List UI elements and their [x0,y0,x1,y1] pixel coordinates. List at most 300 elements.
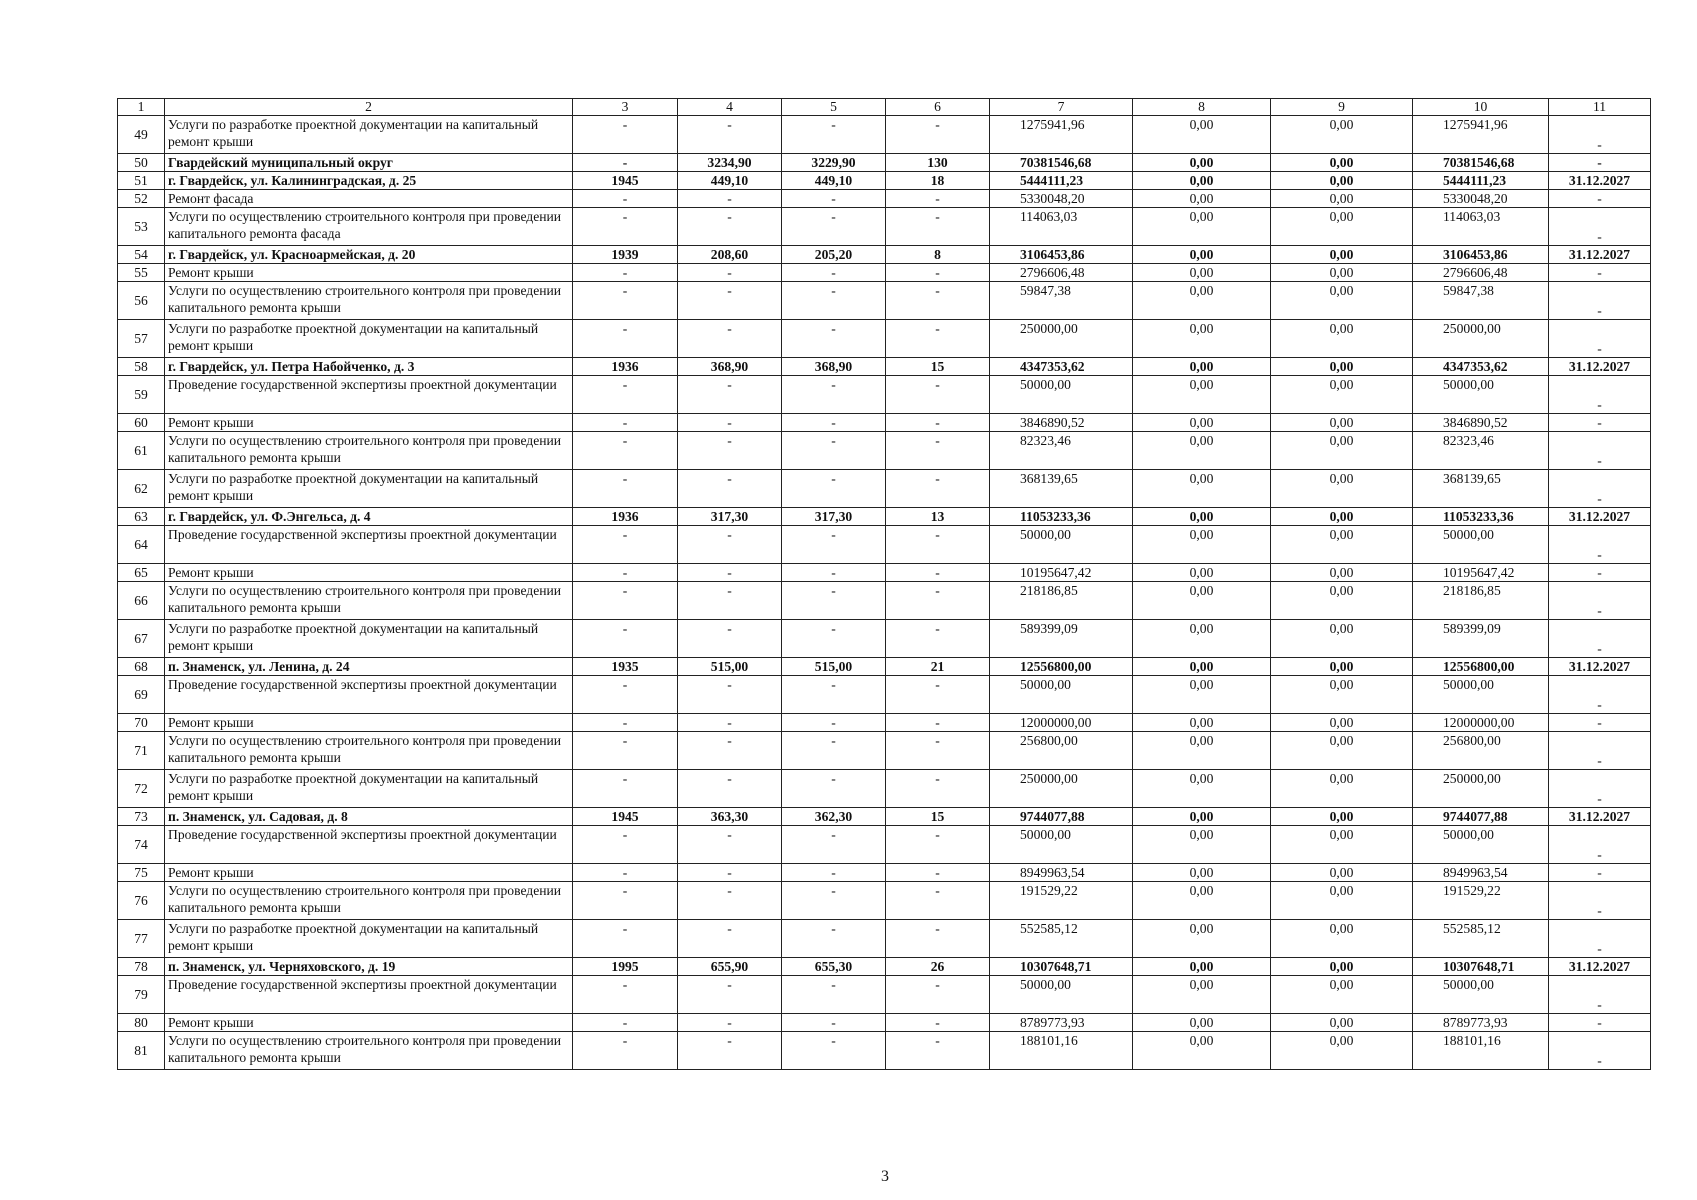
year-cell: - [573,376,678,414]
residents-cell: - [886,564,990,582]
residents-cell: - [886,976,990,1014]
column-number: 9 [1271,99,1413,116]
repair-program-table [117,98,1651,1070]
work-name-cell: Проведение государственной экспертизы проектной документации [165,976,573,1014]
row-number: 70 [118,714,165,732]
owner-cost-cell: 5330048,20 [1413,190,1549,208]
work-item-row [118,526,1651,564]
total-cost-cell: 589399,09 [990,620,1133,658]
year-cell: 1935 [573,658,678,676]
total-area-cell: 208,60 [678,246,782,264]
year-cell: - [573,582,678,620]
residents-cell: 130 [886,154,990,172]
total-area-cell: - [678,582,782,620]
year-cell: - [573,282,678,320]
fund-cost-cell: 0,00 [1133,172,1271,190]
work-name-cell: п. Знаменск, ул. Садовая, д. 8 [165,808,573,826]
deadline-cell: - [1549,770,1651,808]
work-item-row [118,582,1651,620]
year-cell: - [573,620,678,658]
other-cost-cell: 0,00 [1271,958,1413,976]
fund-cost-cell: 0,00 [1133,564,1271,582]
owner-cost-cell: 50000,00 [1413,826,1549,864]
total-cost-cell: 50000,00 [990,826,1133,864]
year-cell: 1995 [573,958,678,976]
work-name-cell: Услуги по разработке проектной документации на капитальный ремонт крыши [165,770,573,808]
column-number-row [118,99,1651,116]
total-area-cell: - [678,414,782,432]
living-area-cell: 515,00 [782,658,886,676]
total-area-cell: - [678,376,782,414]
total-area-cell: - [678,282,782,320]
living-area-cell: - [782,864,886,882]
row-number: 71 [118,732,165,770]
work-item-row [118,564,1651,582]
work-item-row [118,116,1651,154]
living-area-cell: 3229,90 [782,154,886,172]
deadline-cell: - [1549,470,1651,508]
work-name-cell: Услуги по разработке проектной документации на капитальный ремонт крыши [165,920,573,958]
other-cost-cell: 0,00 [1271,172,1413,190]
column-number: 8 [1133,99,1271,116]
deadline-cell: - [1549,732,1651,770]
total-cost-cell: 4347353,62 [990,358,1133,376]
total-cost-cell: 50000,00 [990,376,1133,414]
row-number: 55 [118,264,165,282]
owner-cost-cell: 50000,00 [1413,376,1549,414]
residents-cell: 21 [886,658,990,676]
total-cost-cell: 10307648,71 [990,958,1133,976]
fund-cost-cell: 0,00 [1133,732,1271,770]
deadline-cell: 31.12.2027 [1549,808,1651,826]
row-number: 59 [118,376,165,414]
total-area-cell: - [678,320,782,358]
owner-cost-cell: 8789773,93 [1413,1014,1549,1032]
row-number: 51 [118,172,165,190]
other-cost-cell: 0,00 [1271,320,1413,358]
residents-cell: 13 [886,508,990,526]
work-item-row [118,264,1651,282]
owner-cost-cell: 10307648,71 [1413,958,1549,976]
other-cost-cell: 0,00 [1271,116,1413,154]
fund-cost-cell: 0,00 [1133,432,1271,470]
column-number: 5 [782,99,886,116]
living-area-cell: - [782,414,886,432]
year-cell: 1939 [573,246,678,264]
row-number: 53 [118,208,165,246]
total-area-cell: 368,90 [678,358,782,376]
other-cost-cell: 0,00 [1271,414,1413,432]
residents-cell: - [886,470,990,508]
residents-cell: - [886,864,990,882]
total-cost-cell: 12000000,00 [990,714,1133,732]
owner-cost-cell: 114063,03 [1413,208,1549,246]
living-area-cell: - [782,582,886,620]
total-cost-cell: 5444111,23 [990,172,1133,190]
total-cost-cell: 2796606,48 [990,264,1133,282]
living-area-cell: - [782,470,886,508]
owner-cost-cell: 256800,00 [1413,732,1549,770]
address-group-row [118,172,1651,190]
work-item-row [118,432,1651,470]
work-item-row [118,920,1651,958]
other-cost-cell: 0,00 [1271,154,1413,172]
work-name-cell: Услуги по осуществлению строительного контроля при проведении капитального ремонта крыши [165,432,573,470]
page-number: 3 [881,1168,889,1185]
total-cost-cell: 50000,00 [990,976,1133,1014]
total-cost-cell: 70381546,68 [990,154,1133,172]
row-number: 81 [118,1032,165,1070]
other-cost-cell: 0,00 [1271,732,1413,770]
owner-cost-cell: 82323,46 [1413,432,1549,470]
living-area-cell: - [782,826,886,864]
residents-cell: - [886,1014,990,1032]
living-area-cell: 449,10 [782,172,886,190]
deadline-cell: - [1549,882,1651,920]
total-cost-cell: 368139,65 [990,470,1133,508]
total-area-cell: - [678,676,782,714]
column-number: 6 [886,99,990,116]
living-area-cell: - [782,282,886,320]
fund-cost-cell: 0,00 [1133,1014,1271,1032]
owner-cost-cell: 368139,65 [1413,470,1549,508]
row-number: 52 [118,190,165,208]
row-number: 63 [118,508,165,526]
fund-cost-cell: 0,00 [1133,246,1271,264]
year-cell: - [573,732,678,770]
total-cost-cell: 8949963,54 [990,864,1133,882]
living-area-cell: - [782,732,886,770]
column-number: 1 [118,99,165,116]
residents-cell: - [886,320,990,358]
deadline-cell: - [1549,976,1651,1014]
row-number: 74 [118,826,165,864]
living-area-cell: - [782,976,886,1014]
work-item-row [118,826,1651,864]
total-area-cell: - [678,208,782,246]
work-name-cell: Услуги по осуществлению строительного контроля при проведении капитального ремонта крыши [165,282,573,320]
deadline-cell: - [1549,282,1651,320]
owner-cost-cell: 552585,12 [1413,920,1549,958]
year-cell: - [573,154,678,172]
year-cell: - [573,770,678,808]
work-item-row [118,190,1651,208]
year-cell: - [573,864,678,882]
fund-cost-cell: 0,00 [1133,658,1271,676]
year-cell: - [573,676,678,714]
total-area-cell: 3234,90 [678,154,782,172]
column-number: 10 [1413,99,1549,116]
fund-cost-cell: 0,00 [1133,976,1271,1014]
work-item-row [118,208,1651,246]
living-area-cell: - [782,770,886,808]
owner-cost-cell: 8949963,54 [1413,864,1549,882]
work-name-cell: Услуги по осуществлению строительного контроля при проведении капитального ремонта крыши [165,582,573,620]
total-area-cell: - [678,620,782,658]
other-cost-cell: 0,00 [1271,564,1413,582]
work-item-row [118,864,1651,882]
fund-cost-cell: 0,00 [1133,1032,1271,1070]
deadline-cell: - [1549,264,1651,282]
deadline-cell: 31.12.2027 [1549,658,1651,676]
fund-cost-cell: 0,00 [1133,264,1271,282]
deadline-cell: - [1549,414,1651,432]
owner-cost-cell: 3106453,86 [1413,246,1549,264]
work-item-row [118,676,1651,714]
living-area-cell: - [782,620,886,658]
row-number: 62 [118,470,165,508]
deadline-cell: - [1549,208,1651,246]
work-item-row [118,414,1651,432]
owner-cost-cell: 5444111,23 [1413,172,1549,190]
year-cell: - [573,882,678,920]
work-name-cell: Ремонт фасада [165,190,573,208]
deadline-cell: 31.12.2027 [1549,358,1651,376]
fund-cost-cell: 0,00 [1133,620,1271,658]
work-name-cell: Ремонт крыши [165,414,573,432]
living-area-cell: - [782,1032,886,1070]
total-area-cell: - [678,826,782,864]
other-cost-cell: 0,00 [1271,714,1413,732]
work-name-cell: г. Гвардейск, ул. Калининградская, д. 25 [165,172,573,190]
living-area-cell: - [782,208,886,246]
table-body [118,99,1651,1070]
owner-cost-cell: 50000,00 [1413,526,1549,564]
work-name-cell: Ремонт крыши [165,714,573,732]
owner-cost-cell: 12556800,00 [1413,658,1549,676]
deadline-cell: - [1549,826,1651,864]
work-name-cell: Услуги по разработке проектной документации на капитальный ремонт крыши [165,116,573,154]
other-cost-cell: 0,00 [1271,208,1413,246]
deadline-cell: - [1549,1032,1651,1070]
work-item-row [118,1014,1651,1032]
living-area-cell: - [782,320,886,358]
total-cost-cell: 12556800,00 [990,658,1133,676]
fund-cost-cell: 0,00 [1133,676,1271,714]
work-name-cell: Ремонт крыши [165,864,573,882]
other-cost-cell: 0,00 [1271,1014,1413,1032]
row-number: 58 [118,358,165,376]
year-cell: - [573,190,678,208]
total-cost-cell: 9744077,88 [990,808,1133,826]
work-name-cell: Проведение государственной экспертизы проектной документации [165,826,573,864]
total-cost-cell: 59847,38 [990,282,1133,320]
other-cost-cell: 0,00 [1271,1032,1413,1070]
row-number: 67 [118,620,165,658]
other-cost-cell: 0,00 [1271,432,1413,470]
total-area-cell: - [678,920,782,958]
residents-cell: - [886,264,990,282]
year-cell: - [573,208,678,246]
total-area-cell: 655,90 [678,958,782,976]
other-cost-cell: 0,00 [1271,620,1413,658]
work-item-row [118,770,1651,808]
year-cell: - [573,920,678,958]
living-area-cell: - [782,920,886,958]
year-cell: 1945 [573,808,678,826]
work-name-cell: г. Гвардейск, ул. Ф.Энгельса, д. 4 [165,508,573,526]
fund-cost-cell: 0,00 [1133,358,1271,376]
row-number: 72 [118,770,165,808]
residents-cell: - [886,208,990,246]
deadline-cell: - [1549,432,1651,470]
fund-cost-cell: 0,00 [1133,714,1271,732]
year-cell: 1936 [573,358,678,376]
work-name-cell: п. Знаменск, ул. Ленина, д. 24 [165,658,573,676]
total-area-cell: - [678,190,782,208]
total-area-cell: - [678,976,782,1014]
fund-cost-cell: 0,00 [1133,526,1271,564]
owner-cost-cell: 70381546,68 [1413,154,1549,172]
fund-cost-cell: 0,00 [1133,414,1271,432]
fund-cost-cell: 0,00 [1133,958,1271,976]
fund-cost-cell: 0,00 [1133,320,1271,358]
other-cost-cell: 0,00 [1271,976,1413,1014]
work-item-row [118,320,1651,358]
year-cell: - [573,414,678,432]
fund-cost-cell: 0,00 [1133,582,1271,620]
total-cost-cell: 250000,00 [990,770,1133,808]
work-name-cell: Услуги по осуществлению строительного контроля при проведении капитального ремонта крыши [165,1032,573,1070]
deadline-cell: 31.12.2027 [1549,958,1651,976]
row-number: 64 [118,526,165,564]
living-area-cell: 205,20 [782,246,886,264]
other-cost-cell: 0,00 [1271,770,1413,808]
year-cell: - [573,826,678,864]
residents-cell: - [886,526,990,564]
owner-cost-cell: 250000,00 [1413,320,1549,358]
fund-cost-cell: 0,00 [1133,116,1271,154]
address-group-row [118,358,1651,376]
living-area-cell: - [782,714,886,732]
owner-cost-cell: 4347353,62 [1413,358,1549,376]
work-name-cell: Гвардейский муниципальный округ [165,154,573,172]
owner-cost-cell: 12000000,00 [1413,714,1549,732]
living-area-cell: - [782,376,886,414]
other-cost-cell: 0,00 [1271,358,1413,376]
deadline-cell: - [1549,582,1651,620]
owner-cost-cell: 50000,00 [1413,676,1549,714]
work-name-cell: Ремонт крыши [165,564,573,582]
residents-cell: - [886,676,990,714]
row-number: 57 [118,320,165,358]
work-item-row [118,976,1651,1014]
work-item-row [118,1032,1651,1070]
other-cost-cell: 0,00 [1271,882,1413,920]
total-cost-cell: 11053233,36 [990,508,1133,526]
total-cost-cell: 50000,00 [990,526,1133,564]
work-name-cell: г. Гвардейск, ул. Петра Набойченко, д. 3 [165,358,573,376]
column-number: 3 [573,99,678,116]
row-number: 65 [118,564,165,582]
owner-cost-cell: 50000,00 [1413,976,1549,1014]
deadline-cell: - [1549,190,1651,208]
living-area-cell: - [782,526,886,564]
total-cost-cell: 188101,16 [990,1032,1133,1070]
residents-cell: - [886,582,990,620]
deadline-cell: - [1549,1014,1651,1032]
work-name-cell: Услуги по осуществлению строительного контроля при проведении капитального ремонта крыши [165,882,573,920]
owner-cost-cell: 11053233,36 [1413,508,1549,526]
other-cost-cell: 0,00 [1271,658,1413,676]
residents-cell: - [886,732,990,770]
owner-cost-cell: 3846890,52 [1413,414,1549,432]
owner-cost-cell: 191529,22 [1413,882,1549,920]
year-cell: - [573,116,678,154]
other-cost-cell: 0,00 [1271,526,1413,564]
total-cost-cell: 5330048,20 [990,190,1133,208]
deadline-cell: - [1549,714,1651,732]
total-cost-cell: 50000,00 [990,676,1133,714]
work-item-row [118,470,1651,508]
work-name-cell: г. Гвардейск, ул. Красноармейская, д. 20 [165,246,573,264]
residents-cell: - [886,770,990,808]
living-area-cell: - [782,116,886,154]
row-number: 60 [118,414,165,432]
fund-cost-cell: 0,00 [1133,882,1271,920]
total-cost-cell: 218186,85 [990,582,1133,620]
living-area-cell: - [782,564,886,582]
other-cost-cell: 0,00 [1271,864,1413,882]
address-group-row [118,658,1651,676]
year-cell: 1936 [573,508,678,526]
deadline-cell: 31.12.2027 [1549,172,1651,190]
other-cost-cell: 0,00 [1271,808,1413,826]
other-cost-cell: 0,00 [1271,282,1413,320]
residents-cell: - [886,116,990,154]
address-group-row [118,808,1651,826]
year-cell: - [573,432,678,470]
other-cost-cell: 0,00 [1271,508,1413,526]
deadline-cell: 31.12.2027 [1549,508,1651,526]
other-cost-cell: 0,00 [1271,582,1413,620]
residents-cell: - [886,882,990,920]
column-number: 2 [165,99,573,116]
owner-cost-cell: 250000,00 [1413,770,1549,808]
column-number: 4 [678,99,782,116]
year-cell: - [573,526,678,564]
year-cell: - [573,564,678,582]
row-number: 80 [118,1014,165,1032]
total-cost-cell: 114063,03 [990,208,1133,246]
fund-cost-cell: 0,00 [1133,808,1271,826]
total-cost-cell: 191529,22 [990,882,1133,920]
work-item-row [118,282,1651,320]
other-cost-cell: 0,00 [1271,826,1413,864]
row-number: 49 [118,116,165,154]
work-item-row [118,714,1651,732]
work-name-cell: Ремонт крыши [165,1014,573,1032]
row-number: 56 [118,282,165,320]
living-area-cell: - [782,676,886,714]
total-area-cell: - [678,864,782,882]
row-number: 68 [118,658,165,676]
total-area-cell: - [678,116,782,154]
work-item-row [118,620,1651,658]
row-number: 75 [118,864,165,882]
deadline-cell: - [1549,154,1651,172]
column-number: 11 [1549,99,1651,116]
living-area-cell: - [782,1014,886,1032]
total-area-cell: - [678,564,782,582]
owner-cost-cell: 218186,85 [1413,582,1549,620]
residents-cell: 15 [886,358,990,376]
work-item-row [118,732,1651,770]
living-area-cell: 317,30 [782,508,886,526]
deadline-cell: - [1549,564,1651,582]
fund-cost-cell: 0,00 [1133,208,1271,246]
fund-cost-cell: 0,00 [1133,282,1271,320]
